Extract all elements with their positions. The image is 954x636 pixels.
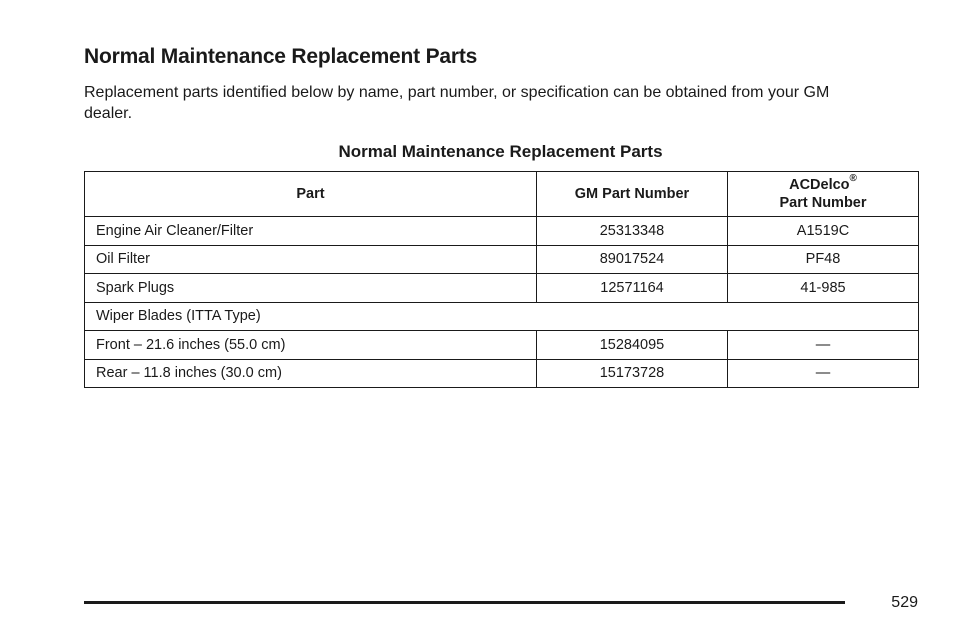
header-acdelco-sub: Part Number: [779, 195, 867, 211]
gm-part-number: 12571164: [537, 274, 728, 303]
section-title: Normal Maintenance Replacement Parts: [84, 45, 478, 68]
part-name: Spark Plugs: [85, 274, 537, 303]
acdelco-part-number: PF48: [728, 245, 919, 274]
part-name: Oil Filter: [85, 245, 537, 274]
table-row: [85, 217, 919, 246]
part-name: Rear – 11.8 inches (30.0 cm): [85, 359, 537, 388]
gm-part-number: 15173728: [537, 359, 728, 388]
header-part: Part: [85, 172, 537, 217]
table-row: [85, 359, 919, 388]
acdelco-part-number: —: [728, 359, 919, 388]
table-row: [85, 331, 919, 360]
acdelco-part-number: 41-985: [728, 274, 919, 303]
gm-part-number: 15284095: [537, 331, 728, 360]
table-row: [85, 245, 919, 274]
part-group-name: Wiper Blades (ITTA Type): [85, 302, 919, 331]
registered-mark: ®: [849, 173, 857, 185]
part-name: Engine Air Cleaner/Filter: [85, 217, 537, 246]
part-name: Front – 21.6 inches (55.0 cm): [85, 331, 537, 360]
table-row: [85, 274, 919, 303]
gm-part-number: 89017524: [537, 245, 728, 274]
header-acdelco-brand: ACDelco: [789, 177, 850, 193]
page-number: 529: [891, 594, 918, 611]
table-caption: Normal Maintenance Replacement Parts: [338, 142, 663, 161]
table-group-row: [85, 302, 919, 331]
footer-rule: [84, 601, 845, 604]
intro-paragraph: Replacement parts identified below by name, part number, or specification can be obtained from your GM dealer.: [84, 84, 830, 122]
gm-part-number: 25313348: [537, 217, 728, 246]
replacement-parts-table: [84, 171, 919, 388]
acdelco-part-number: A1519C: [728, 217, 919, 246]
acdelco-part-number: —: [728, 331, 919, 360]
header-gm-part-number: GM Part Number: [537, 172, 728, 217]
table-header-row: [85, 172, 919, 217]
header-acdelco-part-number: [728, 172, 919, 217]
